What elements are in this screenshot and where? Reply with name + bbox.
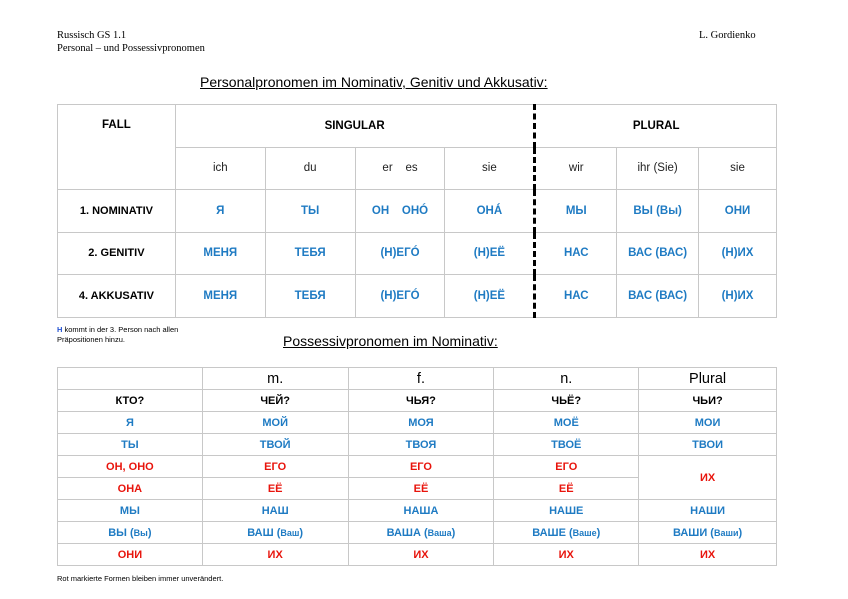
note-letter: Н <box>57 325 63 334</box>
form-text: ) <box>299 526 304 539</box>
question-cell: ЧЕЙ? <box>202 390 348 412</box>
form-text-small: Ваше <box>572 527 597 538</box>
course-label: Russisch GS 1.1 <box>57 30 127 41</box>
form-text: ) <box>451 526 456 539</box>
form-cell: ТВОЁ <box>494 434 639 456</box>
form-cell: (Н)ИХ <box>699 275 777 318</box>
table-row <box>58 456 777 478</box>
topic-label: Personal – und Possessivpronomen <box>57 43 205 54</box>
form-cell: (Н)ЕЁ <box>445 232 535 275</box>
pronoun-es: es <box>405 162 418 175</box>
question-cell: ЧЬЁ? <box>494 390 639 412</box>
table-row <box>58 544 777 566</box>
feminine-header: f. <box>348 368 494 390</box>
neuter-header: n. <box>494 368 639 390</box>
form-cell <box>58 522 203 544</box>
table-row <box>58 275 777 318</box>
form-cell: Я <box>58 412 203 434</box>
question-cell: ЧЬЯ? <box>348 390 494 412</box>
possessive-pronouns-title: Possessivpronomen im Nominativ: <box>283 333 498 349</box>
pronoun-sie-sg: sie <box>445 147 535 190</box>
form-cell: ТЫ <box>265 190 355 233</box>
form-cell: МЕНЯ <box>175 275 265 318</box>
form-cell: ВАС (ВАС) <box>617 232 699 275</box>
form-cell: МЕНЯ <box>175 232 265 275</box>
form-cell: МОЁ <box>494 412 639 434</box>
table-row <box>58 500 777 522</box>
case-label: 4. AKKUSATIV <box>58 275 176 318</box>
form-cell: НАС <box>535 275 617 318</box>
singular-header: SINGULAR <box>175 105 534 148</box>
pronoun-sie-pl: sie <box>699 147 777 190</box>
note-line2: Präpositionen hinzu. <box>57 335 125 344</box>
form-cell: ЕГО <box>348 456 494 478</box>
form-cell: ИХ <box>348 544 494 566</box>
fall-header: FALL <box>58 105 176 190</box>
pronoun-wir: wir <box>535 147 617 190</box>
form-text-small: Ваш <box>280 527 300 538</box>
form-cell <box>202 522 348 544</box>
form-cell: Я <box>175 190 265 233</box>
document-header-left <box>57 29 205 55</box>
form-cell: ИХ <box>639 456 777 500</box>
form-cell: МЫ <box>535 190 617 233</box>
possessive-pronouns-table <box>57 367 777 566</box>
form-cell: (Н)ЕГÓ <box>355 232 445 275</box>
author-label: L. Gordienko <box>699 30 756 41</box>
form-cell: ИХ <box>494 544 639 566</box>
form-cell: ВАС (ВАС) <box>617 275 699 318</box>
form-cell: ИХ <box>202 544 348 566</box>
form-text-small: Ваша <box>427 527 452 538</box>
form-cell: НАШЕ <box>494 500 639 522</box>
personal-pronouns-table <box>57 104 777 318</box>
genitive-note <box>57 325 178 345</box>
form-cell: ОНА <box>58 478 203 500</box>
form-cell: ОН, ОНО <box>58 456 203 478</box>
form-cell: НАС <box>535 232 617 275</box>
form-cell: МОИ <box>639 412 777 434</box>
case-label: 2. GENITIV <box>58 232 176 275</box>
form-cell: МЫ <box>58 500 203 522</box>
form-cell: ОНИ <box>58 544 203 566</box>
form-text: ВАШИ ( <box>672 526 714 539</box>
form-cell: ЕЁ <box>494 478 639 500</box>
form-cell: ТВОЙ <box>202 434 348 456</box>
form-text-small: Ваши <box>713 527 739 538</box>
form-cell: ОНИ <box>699 190 777 233</box>
table-row <box>58 105 777 148</box>
form-cell: ЕЁ <box>348 478 494 500</box>
personal-pronouns-title: Personalpronomen im Nominativ, Genitiv und Akkusativ: <box>200 74 548 90</box>
pronoun-ich: ich <box>175 147 265 190</box>
form-cell: НАШ <box>202 500 348 522</box>
pronoun-er-es <box>355 147 445 190</box>
table-row <box>58 390 777 412</box>
form-cell: ТЕБЯ <box>265 232 355 275</box>
table-row <box>58 190 777 233</box>
form-cell: (Н)ИХ <box>699 232 777 275</box>
table-row <box>58 434 777 456</box>
form-cell: НАШИ <box>639 500 777 522</box>
form-cell: НАША <box>348 500 494 522</box>
form-text: ) <box>147 526 152 539</box>
form-on: ОН <box>371 204 390 217</box>
pronoun-er: er <box>382 162 393 175</box>
question-cell: КТО? <box>58 390 203 412</box>
plural-header: PLURAL <box>535 105 777 148</box>
form-text: ВАШ ( <box>247 526 281 539</box>
pronoun-du: du <box>265 147 355 190</box>
form-ono: ОНÓ <box>401 204 429 217</box>
form-cell <box>494 522 639 544</box>
form-text: ВАША ( <box>386 526 428 539</box>
table-row <box>58 368 777 390</box>
table-row <box>58 522 777 544</box>
form-text: ) <box>738 526 743 539</box>
table-row <box>58 232 777 275</box>
form-text: ВЫ ( <box>108 526 134 539</box>
footnote: Rot markierte Formen bleiben immer unverändert. <box>57 574 224 583</box>
form-text: ) <box>596 526 601 539</box>
case-label: 1. NOMINATIV <box>58 190 176 233</box>
form-cell: ТВОИ <box>639 434 777 456</box>
form-cell: ЕГО <box>202 456 348 478</box>
question-cell: ЧЬИ? <box>639 390 777 412</box>
form-cell: ЕГО <box>494 456 639 478</box>
form-cell <box>355 190 445 233</box>
masculine-header: m. <box>202 368 348 390</box>
table-row <box>58 412 777 434</box>
form-cell: ОНÁ <box>445 190 535 233</box>
form-cell: ТЕБЯ <box>265 275 355 318</box>
form-cell: МОЯ <box>348 412 494 434</box>
form-cell: ТЫ <box>58 434 203 456</box>
note-line1: kommt in der 3. Person nach allen <box>62 325 179 334</box>
form-cell: ЕЁ <box>202 478 348 500</box>
form-cell: ТВОЯ <box>348 434 494 456</box>
form-cell <box>348 522 494 544</box>
form-text-small: Вы <box>133 527 148 538</box>
form-cell: (Н)ЕГÓ <box>355 275 445 318</box>
empty-header-cell <box>58 368 203 390</box>
plural-header: Plural <box>639 368 777 390</box>
form-cell <box>639 522 777 544</box>
form-text: ВАШЕ ( <box>532 526 573 539</box>
form-cell: (Н)ЕЁ <box>445 275 535 318</box>
form-cell: ВЫ (Вы) <box>617 190 699 233</box>
form-cell: ИХ <box>639 544 777 566</box>
form-cell: МОЙ <box>202 412 348 434</box>
pronoun-ihr: ihr (Sie) <box>617 147 699 190</box>
